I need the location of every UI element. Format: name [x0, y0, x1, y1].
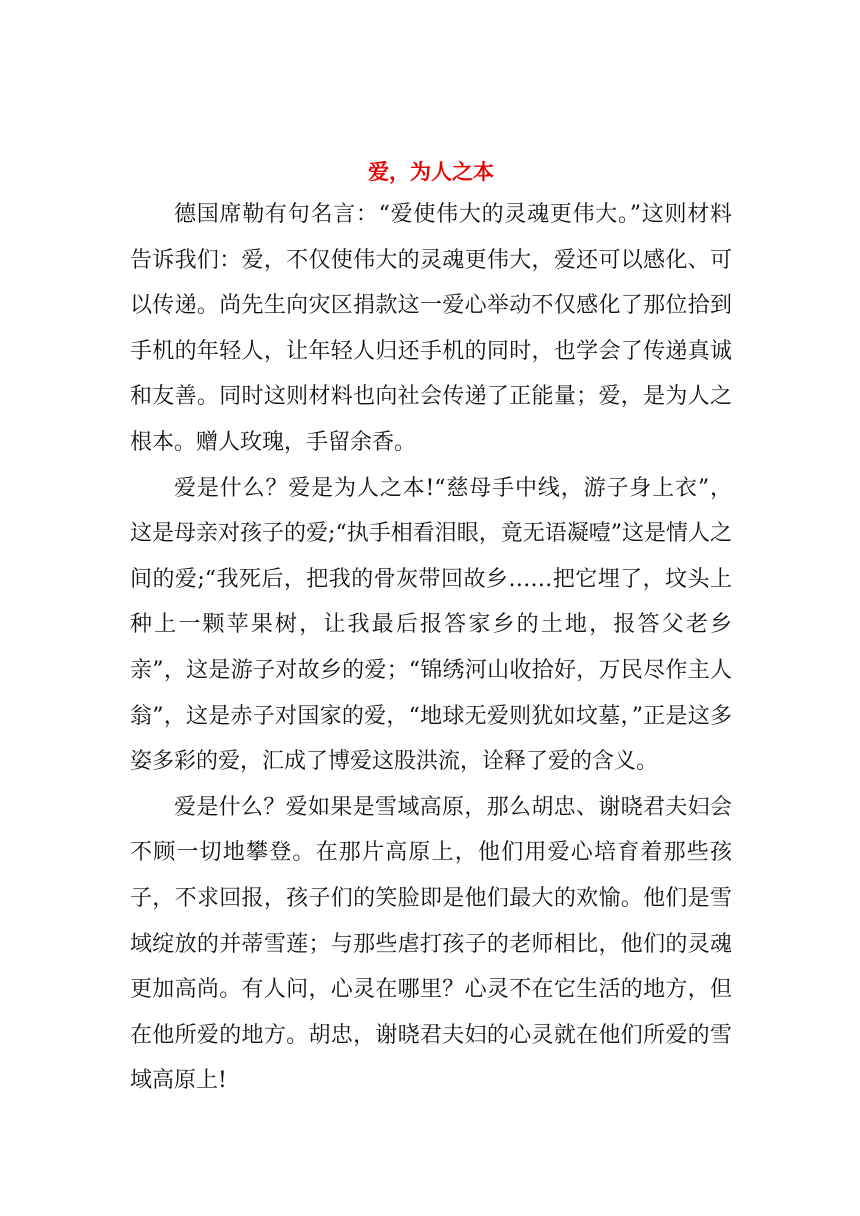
paragraph-3: 爱是什么？爱如果是雪域高原，那么胡忠、谢晓君夫妇会不顾一切地攀登。在那片高原上，他们用爱心培育着那些孩子，不求回报，孩子们的笑脸即是他们最大的欢愉。他们是雪域绽放的并蒂雪莲；与那些虐打孩子的老师相比，他们的灵魂更加高尚。有人问，心灵在哪里？心灵不在它生活的地方，但在他所爱的地方。胡忠，谢晓君夫妇的心灵就在他们所爱的雪域高原上! — [130, 794, 732, 1094]
paragraph-1: 德国席勒有句名言：“爱使伟大的灵魂更伟大。”这则材料告诉我们：爱，不仅使伟大的灵魂更伟大，爱还可以感化、可以传递。尚先生向灾区捐款这一爱心举动不仅感化了那位拾到手机的年轻人，让年轻人归还手机的同时，也学会了传递真诚和友善。同时这则材料也向社会传递了正能量；爱，是为人之根本。赠人玫瑰，手留余香。 — [130, 202, 732, 455]
paragraph-2: 爱是什么？爱是为人之本!“慈母手中线，游子身上衣”，这是母亲对孩子的爱;“执手相看泪眼，竟无语凝噎”这是情人之间的爱;“我死后，把我的骨灰带回故乡……把它埋了，坟头上种上一颗苹果树，让我最后报答家乡的土地，报答父老乡亲”，这是游子对故乡的爱；“锦绣河山收拾好，万民尽作主人翁”，这是赤子对国家的爱，“地球无爱则犹如坟墓，”正是这多姿多彩的爱，汇成了博爱这股洪流，诠释了爱的含义。 — [130, 475, 732, 775]
document-body — [130, 152, 732, 1104]
document-title: 爱，为人之本 — [368, 159, 494, 184]
